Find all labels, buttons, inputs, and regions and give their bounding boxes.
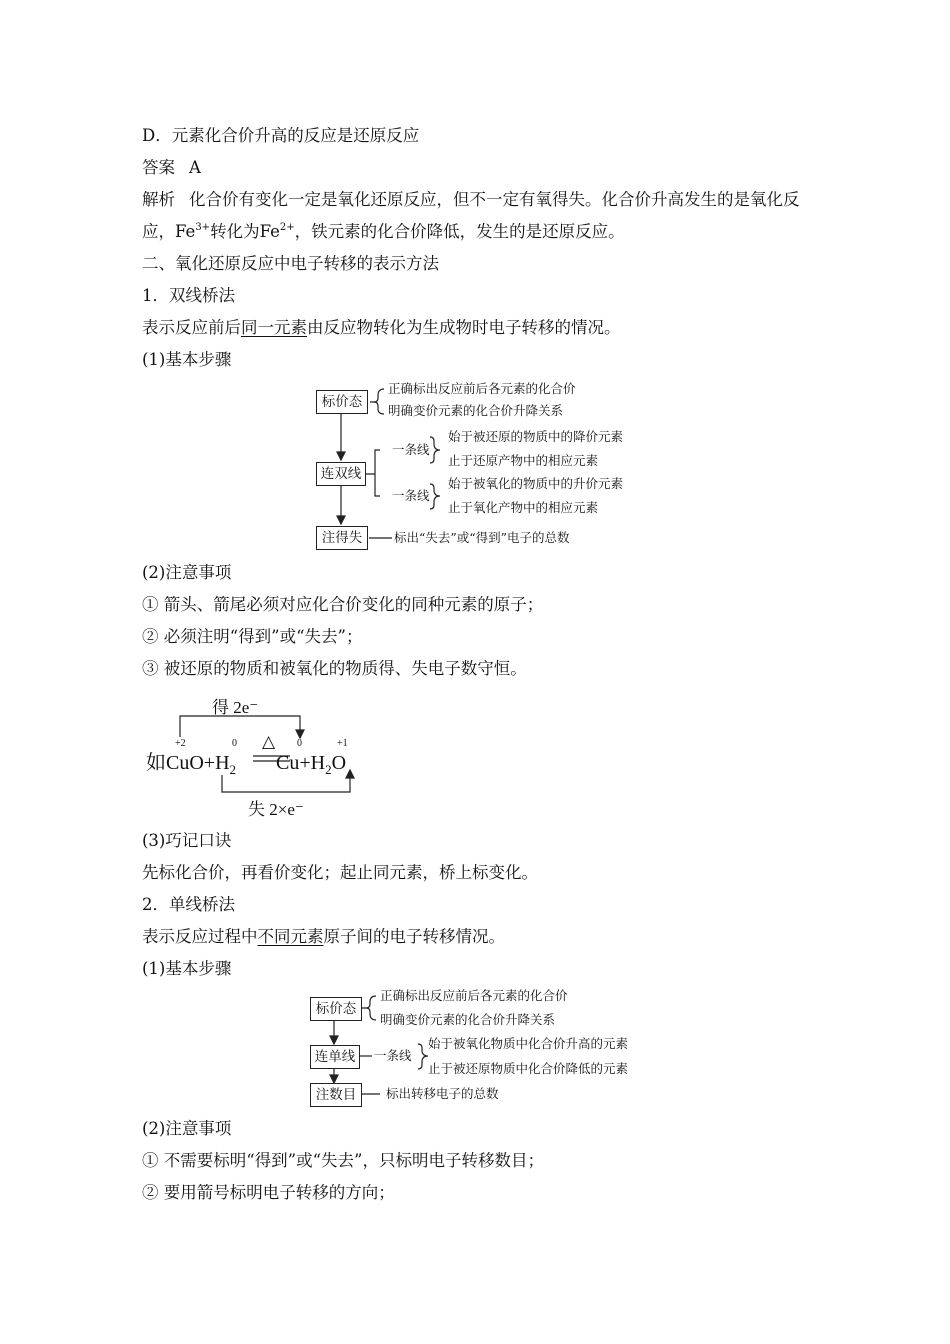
answer-label: 答案: [142, 158, 175, 177]
analysis-text-2c: ，铁元素的化合价降低，发生的是还原反应。: [294, 222, 625, 241]
step-box-label-valence-2: 标价态: [310, 997, 362, 1021]
eq-prefix: 如: [146, 752, 166, 774]
single-desc-b: 原子间的电子转移情况。: [323, 927, 505, 946]
step-box-count: 注数目: [310, 1083, 362, 1107]
eq-sub-2: 2: [229, 762, 237, 777]
line-label-single: 一条线: [374, 1048, 412, 1063]
single-line-item-2: 止于被还原物质中化合价降低的元素: [428, 1061, 629, 1076]
gain-electrons-label: 得 2e⁻: [212, 698, 259, 717]
step-box-gain-loss: 注得失: [316, 526, 368, 550]
line2-item-1: 始于被氧化的物质中的升价元素: [448, 476, 624, 491]
ox-state-h2: 0: [232, 738, 237, 749]
analysis-text-2b: 转化为Fe: [210, 222, 280, 241]
line2-item-2: 止于氧化产物中的相应元素: [448, 500, 599, 515]
eq-h-2: H: [310, 752, 326, 774]
single-desc-underlined: 不同元素: [257, 927, 324, 946]
double-desc-a: 表示反应前后: [142, 318, 241, 337]
ox-state-cu: 0: [297, 738, 302, 749]
note-2: ② 必须注明“得到”或“失去”；: [142, 627, 363, 646]
step1-item-1: 正确标出反应前后各元素的化合价: [388, 381, 576, 396]
single-notes-heading: (2)注意事项: [142, 1119, 232, 1138]
section-heading-2: 二、氧化还原反应中电子转移的表示方法: [142, 254, 439, 273]
answer-value: A: [189, 158, 201, 177]
eq-plus-1: +: [203, 752, 216, 774]
analysis-label: 解析: [142, 190, 175, 209]
step1-item-1b: 正确标出反应前后各元素的化合价: [380, 988, 568, 1003]
fe3-charge: 3+: [195, 221, 211, 233]
note-3: ③ 被还原的物质和被氧化的物质得、失电子数守恒。: [142, 659, 527, 678]
step1-item-2b: 明确变价元素的化合价升降关系: [380, 1012, 556, 1027]
double-desc-underlined: 同一元素: [241, 318, 307, 337]
line1-item-2: 止于还原产物中的相应元素: [448, 453, 599, 468]
line-label-1: 一条线: [392, 442, 430, 457]
eq-plus-2: +: [299, 752, 311, 774]
ox-state-cuo: +2: [175, 738, 186, 749]
single-note-2: ② 要用箭号标明电子转移的方向；: [142, 1183, 395, 1202]
heat-condition: △: [262, 732, 276, 751]
line-label-2: 一条线: [392, 488, 430, 503]
double-desc-b: 由反应物转化为生成物时电子转移的情况。: [307, 318, 621, 337]
eq-cuo: CuO: [166, 752, 204, 774]
single-bridge-title: 2．单线桥法: [142, 895, 235, 914]
fe2-charge: 2+: [279, 221, 295, 233]
step-box-single-line: 连单线: [310, 1045, 360, 1069]
mnemonic-heading: (3)巧记口诀: [142, 831, 232, 850]
eq-o: O: [331, 752, 347, 774]
line1-item-1: 始于被还原的物质中的降价元素: [448, 429, 624, 444]
double-bridge-title: 1．双线桥法: [142, 286, 235, 305]
single-note-1: ① 不需要标明“得到”或“失去”，只标明电子转移数目；: [142, 1151, 544, 1170]
single-line-item-1: 始于被氧化物质中化合价升高的元素: [428, 1036, 629, 1051]
step1-item-2: 明确变价元素的化合价升降关系: [388, 403, 564, 418]
note-1: ① 箭头、箭尾必须对应化合价变化的同种元素的原子；: [142, 595, 544, 614]
eq-sub-2b: 2: [325, 762, 332, 777]
eq-h: H: [215, 752, 230, 774]
step-box-label-valence: 标价态: [316, 390, 368, 414]
step3-item-b: 标出转移电子的总数: [386, 1086, 499, 1101]
double-steps-heading: (1)基本步骤: [142, 350, 232, 369]
double-notes-heading: (2)注意事项: [142, 563, 232, 582]
loss-electrons-label: 失 2×e⁻: [248, 800, 304, 819]
single-desc-a: 表示反应过程中: [142, 927, 258, 946]
eq-cu: Cu: [276, 752, 300, 774]
analysis-text-2a: 应，Fe: [142, 222, 196, 241]
option-d: D．元素化合价升高的反应是还原反应: [142, 126, 420, 145]
step-box-double-line: 连双线: [316, 462, 366, 486]
analysis-text-1: 化合价有变化一定是氧化还原反应，但不一定有氧得失。化合价升高发生的是氧化反: [189, 190, 800, 209]
mnemonic-text: 先标化合价，再看价变化；起止同元素，桥上标变化。: [142, 863, 538, 882]
ox-state-h2o: +1: [337, 738, 348, 749]
single-steps-heading: (1)基本步骤: [142, 959, 232, 978]
step3-item: 标出“失去”或“得到”电子的总数: [394, 530, 570, 545]
